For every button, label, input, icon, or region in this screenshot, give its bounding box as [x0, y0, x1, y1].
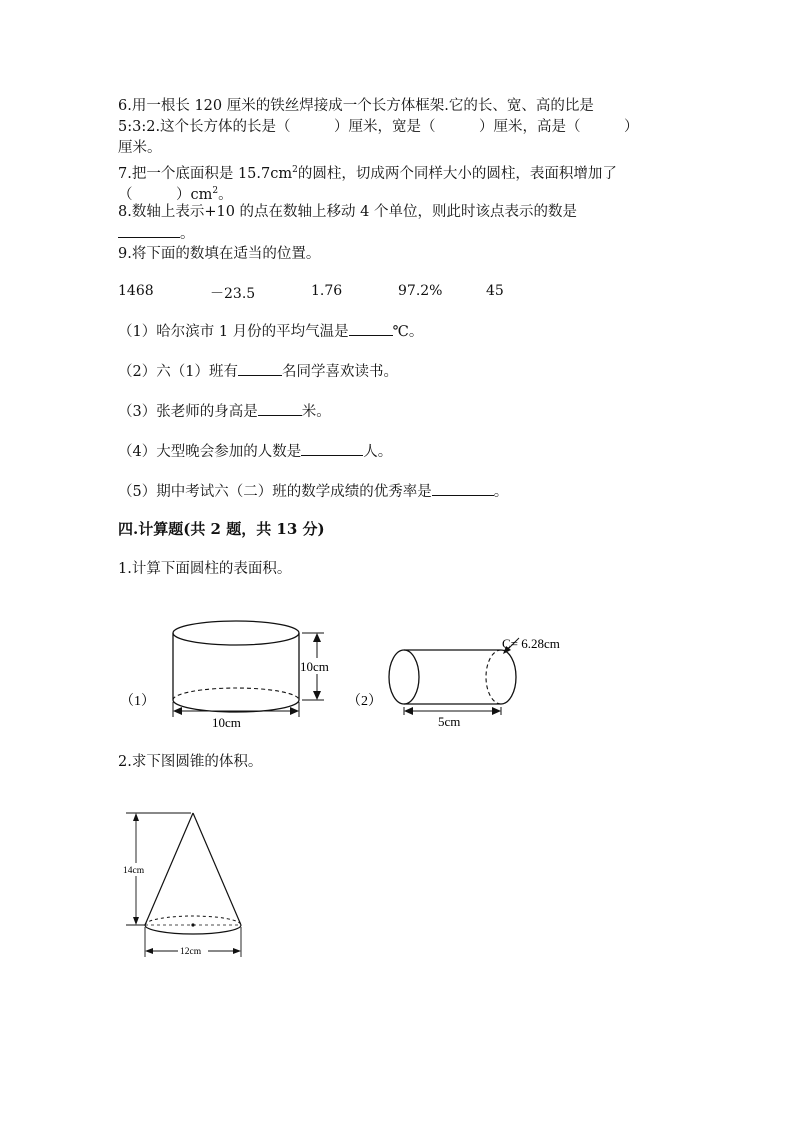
answer-blank[interactable]: [349, 321, 393, 336]
q9-item-3: [118, 401, 331, 422]
q9-item1-text: （1）哈尔滨市 1 月份的平均气温是: [118, 324, 349, 340]
height-arrow-up: [313, 633, 321, 642]
q9-item-1: [118, 321, 423, 342]
q7-line1-sup: 2: [292, 165, 298, 175]
cone-figure: [118, 805, 258, 970]
q9-number-4: 97.2%: [398, 283, 443, 299]
diameter-label: 10cm: [212, 715, 241, 730]
q9-item2-text: （2）六（1）班有: [118, 364, 238, 380]
answer-blank[interactable]: [118, 223, 180, 238]
cylinder2-right-front: [501, 650, 516, 704]
diameter-arrow-right: [290, 707, 299, 715]
q6-line-3: 厘米。: [118, 140, 162, 156]
height-arrow-down: [313, 691, 321, 700]
answer-blank[interactable]: [238, 361, 282, 376]
q6-line-1: 6.用一根长 120 厘米的铁丝焊接成一个长方体框架.它的长、宽、高的比是: [118, 98, 594, 114]
q9-item1-post: ℃。: [392, 324, 424, 340]
cone-diameter-label: 12cm: [180, 947, 202, 957]
circumference-label: C= 6.28cm: [502, 636, 560, 651]
q9-item2-post: 名同学喜欢读书。: [281, 364, 398, 380]
q9-item3-text: （3）张老师的身高是: [118, 404, 258, 420]
length-arrow-right: [492, 707, 501, 715]
height-label: 10cm: [300, 659, 329, 674]
q8-line-1: 8.数轴上表示+10 的点在数轴上移动 4 个单位，则此时该点表示的数是: [118, 204, 577, 220]
cone-left-edge: [145, 813, 193, 925]
length-label: 5cm: [438, 714, 461, 729]
cone-diameter-arrow-left: [145, 948, 153, 954]
figure1-label: （1）: [120, 694, 155, 709]
q9-number-3: 1.76: [311, 283, 343, 299]
cone-height-label: 14cm: [123, 866, 145, 876]
q9-item-5: [118, 481, 508, 502]
q9-item3-post: 米。: [301, 404, 331, 420]
figure2-label: （2）: [347, 694, 382, 709]
q7-line1-text: 7.把一个底面积是 15.7cm: [118, 165, 293, 182]
cone-height-arrow-down: [133, 917, 139, 925]
cylinder2-right-back: [486, 650, 501, 704]
q6-line-2: 5:3:2.这个长方体的长是（ ）厘米，宽是（ ）厘米，高是（ ）: [118, 119, 639, 135]
cone-height-arrow-up: [133, 813, 139, 821]
section-heading: 四.计算题(共 2 题，共 13 分): [118, 520, 325, 538]
cone-right-edge: [193, 813, 241, 925]
q7-line2-post: 。: [218, 186, 233, 203]
q9-title: 9.将下面的数填在适当的位置。: [118, 246, 321, 262]
q9-item4-text: （4）大型晚会参加的人数是: [118, 444, 302, 460]
q7-line2-text: （ ）cm: [118, 186, 213, 203]
q9-number-2: －23.5: [210, 286, 256, 302]
answer-blank[interactable]: [432, 481, 494, 496]
cylinder2-left-ellipse: [389, 650, 419, 704]
cylinder-top-ellipse: [173, 621, 299, 645]
q9-item4-post: 人。: [363, 444, 393, 460]
cylinder-figure-2: [345, 625, 585, 730]
answer-blank[interactable]: [301, 441, 363, 456]
cylinder-figure-1: [110, 610, 360, 735]
q8-line-2: [118, 223, 195, 244]
q7-line2-sup: 2: [212, 186, 219, 196]
cone-center-point: [191, 923, 194, 926]
cylinder-bottom-back: [173, 688, 299, 700]
diameter-arrow-left: [173, 707, 182, 715]
q9-item5-post: 。: [493, 484, 509, 500]
cylinder-bottom-front: [173, 700, 299, 712]
q9-number-5: 45: [486, 283, 504, 299]
q9-item-2: [118, 361, 398, 382]
calc-q1-title: 1.计算下面圆柱的表面积。: [118, 561, 292, 577]
length-arrow-left: [404, 707, 413, 715]
calc-q2-title: 2.求下图圆锥的体积。: [118, 754, 263, 770]
q9-item5-text: （5）期中考试六（二）班的数学成绩的优秀率是: [118, 484, 432, 500]
q9-number-1: 1468: [118, 283, 154, 299]
answer-blank[interactable]: [258, 401, 302, 416]
cone-diameter-arrow-right: [233, 948, 241, 954]
q7-line1-post: 的圆柱，切成两个同样大小的圆柱，表面积增加了: [297, 165, 617, 182]
q8-line2-post: 。: [180, 226, 195, 242]
q9-item-4: [118, 441, 392, 462]
